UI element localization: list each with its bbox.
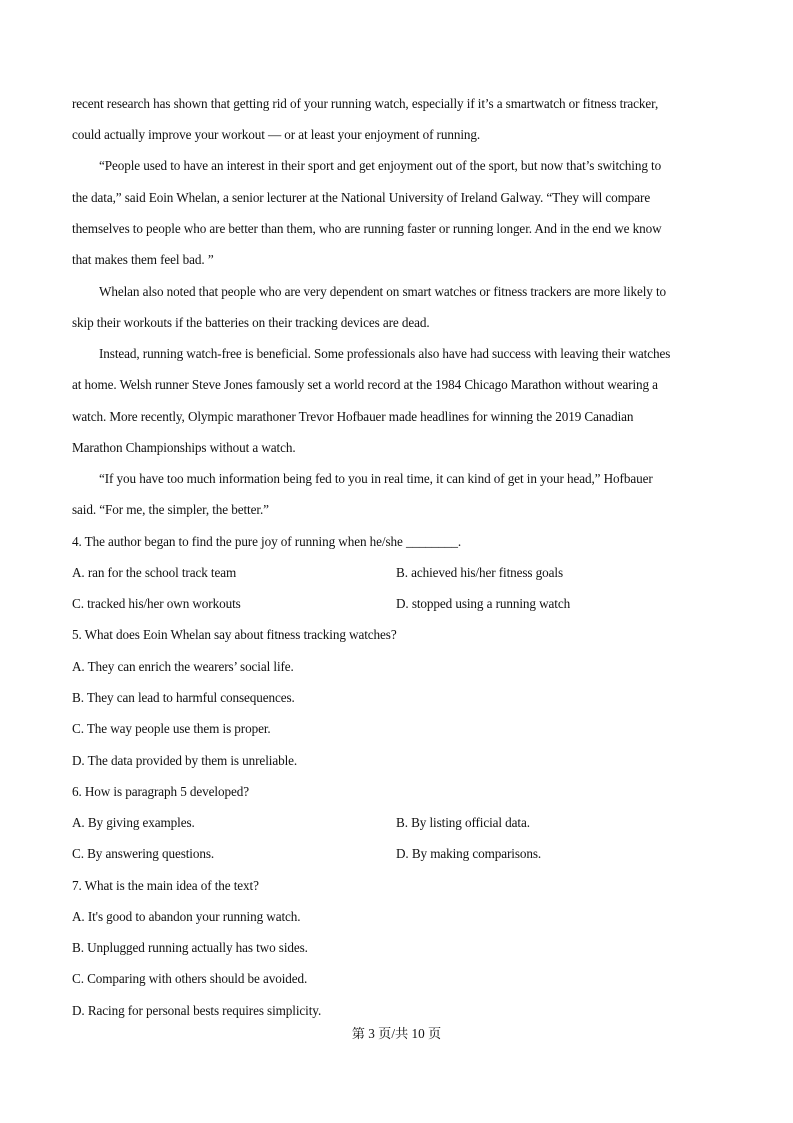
passage-line: watch. More recently, Olympic marathoner Trevor Hofbauer made headlines for winning the 2019 Canadian	[72, 409, 634, 424]
question-4-stem: 4. The author began to find the pure joy of running when he/she ________.	[72, 534, 462, 549]
passage-line: said. “For me, the simpler, the better.”	[72, 502, 269, 517]
passage-line: that makes them feel bad. ”	[72, 252, 214, 267]
question-6-option-c: C. By answering questions.	[72, 846, 215, 861]
passage-line: could actually improve your workout — or at least your enjoyment of running.	[72, 127, 481, 142]
question-4-option-a: A. ran for the school track team	[72, 565, 237, 580]
question-7-option-a: A. It's good to abandon your running watch.	[72, 909, 301, 924]
question-7-option-d: D. Racing for personal bests requires simplicity.	[72, 1003, 322, 1018]
passage-line: “If you have too much information being fed to you in real time, it can kind of get in your head,” Hofbauer	[99, 471, 653, 486]
passage-line: the data,” said Eoin Whelan, a senior lecturer at the National University of Ireland Galway. “They will compare	[72, 190, 651, 205]
passage-line: Marathon Championships without a watch.	[72, 440, 296, 455]
question-7-stem: 7. What is the main idea of the text?	[72, 878, 259, 893]
question-5-option-b: B. They can lead to harmful consequences.	[72, 690, 295, 705]
question-6-option-d: D. By making comparisons.	[396, 846, 542, 861]
question-4-option-d: D. stopped using a running watch	[396, 596, 571, 611]
question-4-option-c: C. tracked his/her own workouts	[72, 596, 241, 611]
passage-line: skip their workouts if the batteries on their tracking devices are dead.	[72, 315, 430, 330]
passage-line: “People used to have an interest in their sport and get enjoyment out of the sport, but now that’s switching to	[99, 158, 662, 173]
question-5-option-d: D. The data provided by them is unreliable.	[72, 753, 298, 768]
question-6-option-a: A. By giving examples.	[72, 815, 195, 830]
passage-line: recent research has shown that getting rid of your running watch, especially if it’s a smartwatch or fitness tracker,	[72, 96, 659, 111]
question-6-stem: 6. How is paragraph 5 developed?	[72, 784, 249, 799]
question-6-option-b: B. By listing official data.	[396, 815, 530, 830]
question-4-option-b: B. achieved his/her fitness goals	[396, 565, 563, 580]
question-7-option-c: C. Comparing with others should be avoided.	[72, 971, 308, 986]
passage-line: Whelan also noted that people who are very dependent on smart watches or fitness trackers are more likely to	[99, 284, 667, 299]
question-5-stem: 5. What does Eoin Whelan say about fitness tracking watches?	[72, 627, 397, 642]
question-5-option-c: C. The way people use them is proper.	[72, 721, 271, 736]
question-7-option-b: B. Unplugged running actually has two sides.	[72, 940, 308, 955]
passage-line: themselves to people who are better than them, who are running faster or running longer. And in the end we know	[72, 221, 662, 236]
question-5-option-a: A. They can enrich the wearers’ social life.	[72, 659, 294, 674]
passage-line: Instead, running watch-free is beneficial. Some professionals also have had success with leaving their watches	[99, 346, 671, 361]
page-number-footer: 第 3 页/共 10 页	[351, 1026, 442, 1041]
passage-line: at home. Welsh runner Steve Jones famously set a world record at the 1984 Chicago Marathon without wearing a	[72, 377, 658, 392]
